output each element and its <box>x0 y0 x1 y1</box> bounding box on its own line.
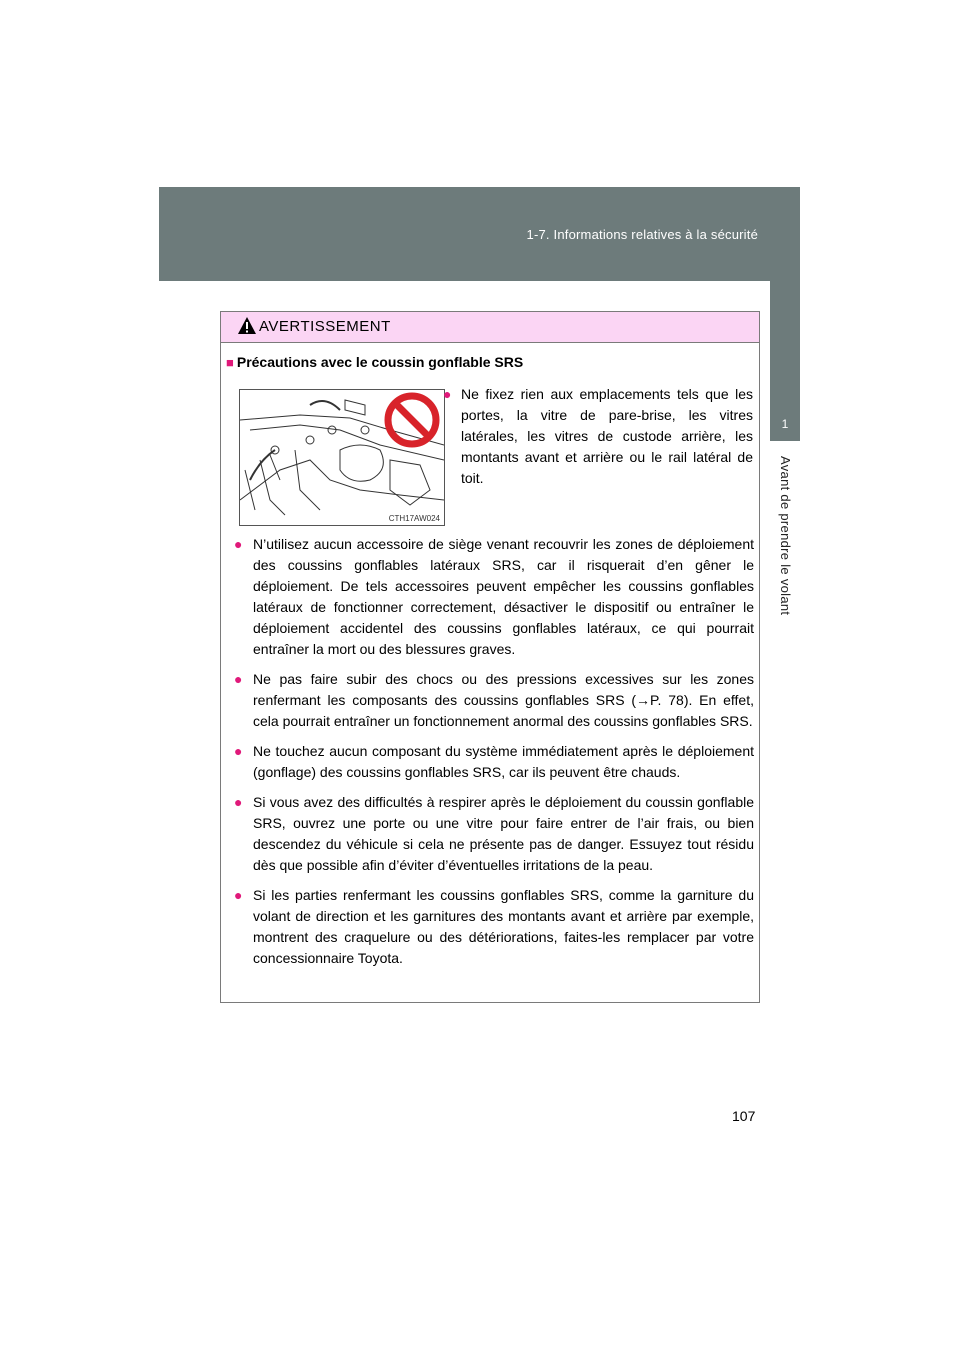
car-interior-icon <box>240 390 444 525</box>
bullet-text: N’utilisez aucun accessoire de siège venant recouvrir les zones de déploiement des coussins gonflables latéraux SRS, car il risquerait d’en gêner le déploiement. De tels accessoires peuvent empêcher les coussins gonflables latéraux de fonctionner correctement, désactiver le dispositif ou entraîner le déploiement accidentel des coussins gonflables latéraux, ce qui pourrait entraîner la mort ou des blessures graves. <box>253 536 754 657</box>
bullet-text: Si les parties renfermant les coussins gonflables SRS, comme la garniture du volant de direction et les garnitures des montants avant et arrière par exemple, montrent des craquelure ou des détériorations, faites-les remplacer par votre concessionnaire Toyota. <box>253 887 754 966</box>
warning-triangle-icon <box>237 316 257 335</box>
section-title-text: Précautions avec le coussin gonflable SRS <box>236 354 524 370</box>
header-band <box>159 187 800 281</box>
bullet-text: Si vous avez des difficultés à respirer après le déploiement du coussin gonflable SRS, ouvrez une porte ou une vitre pour faire entrer de l’air frais, ou bien descendez du véhicule si cela ne présente pas de danger. Essuyez tout résidu dès que possible afin d’éviter d’éventuelles irritations de la peau. <box>253 794 754 873</box>
bullet-list <box>221 534 754 978</box>
square-bullet-icon: ■ <box>226 355 234 370</box>
bullet-item <box>221 534 754 660</box>
bullet-item <box>221 792 754 876</box>
chapter-label: Avant de prendre le volant <box>778 456 793 616</box>
bullet-item <box>221 741 754 783</box>
bullet-dot-icon: ● <box>234 743 243 759</box>
bullet-dot-icon: ● <box>234 794 243 810</box>
chapter-number: 1 <box>781 417 789 431</box>
bullet-item <box>443 384 753 489</box>
bullet-dot-icon: ● <box>234 671 243 687</box>
airbag-illustration <box>239 389 445 526</box>
warning-header <box>221 312 759 343</box>
bullet-text: Ne touchez aucun composant du système immédiatement après le déploiement (gonflage) des coussins gonflables SRS, car ils peuvent être chauds. <box>253 743 754 780</box>
section-title <box>226 354 523 370</box>
chapter-tab <box>770 373 800 441</box>
page-number: 107 <box>732 1108 756 1124</box>
prohibition-icon <box>388 396 436 444</box>
chapter-title: 1-7. Informations relatives à la sécurité <box>526 227 758 242</box>
bullet-item <box>221 669 754 732</box>
bullet-dot-icon: ● <box>234 536 243 552</box>
bullet-item <box>221 885 754 969</box>
bullet-text: Ne fixez rien aux emplacements tels que les portes, la vitre de pare-brise, les vitres latérales, les vitres de custode arrière, les montants avant et arrière ou le rail latéral de toit. <box>461 386 753 486</box>
figure-code: CTH17AW024 <box>388 514 440 523</box>
bullet-dot-icon: ● <box>443 386 452 402</box>
warning-title: AVERTISSEMENT <box>259 318 391 335</box>
warning-box <box>220 311 760 1003</box>
bullet-dot-icon: ● <box>234 887 243 903</box>
side-rail <box>770 187 800 373</box>
bullet-text: Ne pas faire subir des chocs ou des pressions excessives sur les zones renfermant les composants des coussins gonflables SRS (→P. 78). En effet, cela pourrait entraîner un fonctionnement anormal des coussins gonflables SRS. <box>253 671 754 729</box>
